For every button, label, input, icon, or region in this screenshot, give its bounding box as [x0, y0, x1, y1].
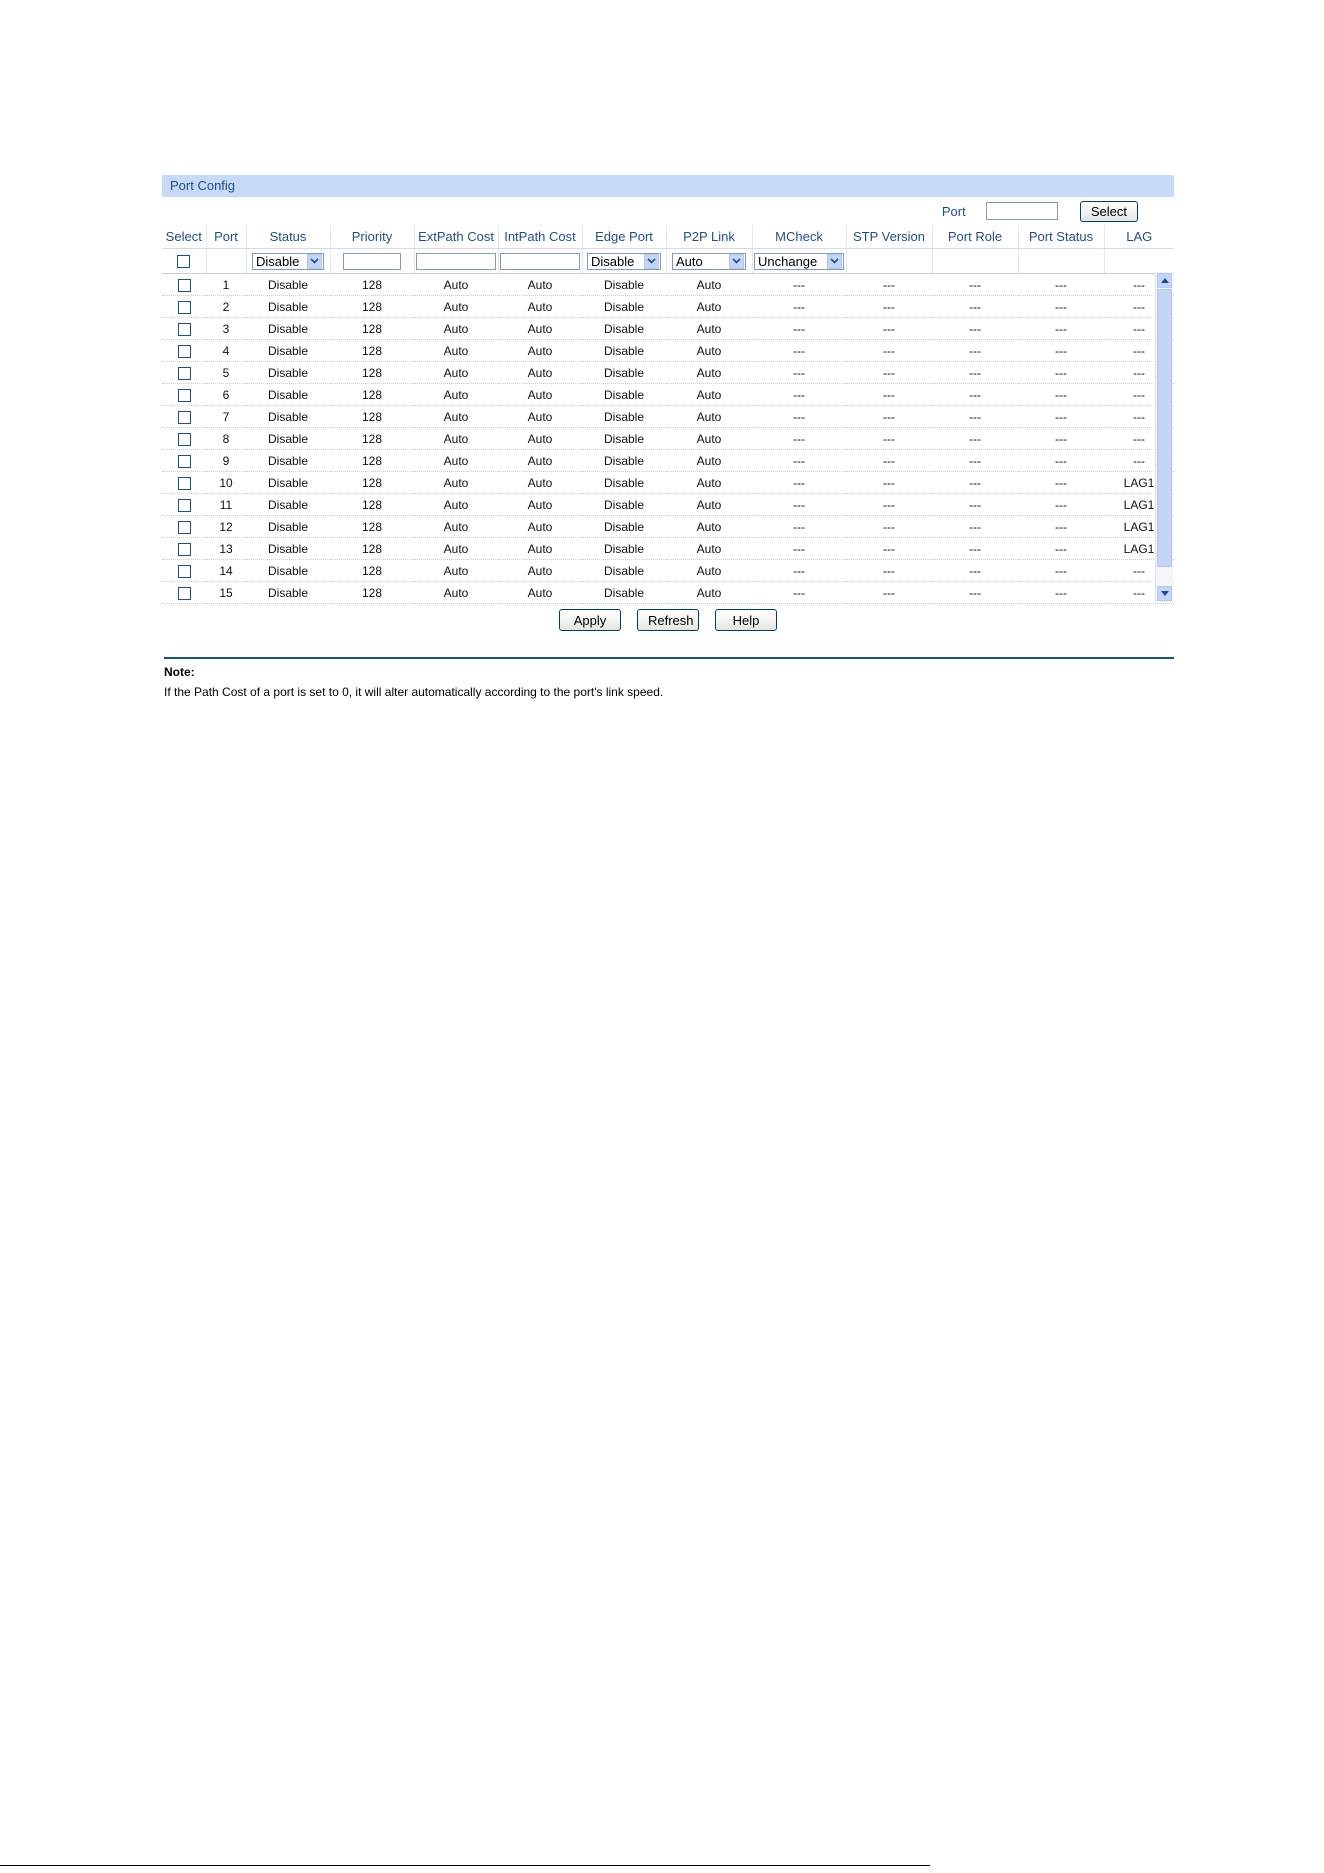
cell-intpath-cost: Auto [498, 538, 582, 560]
cell-lag: --- [1104, 406, 1174, 428]
cell-port-role: --- [932, 384, 1018, 406]
col-port-header: Port [206, 225, 246, 249]
col-port-role-header: Port Role [932, 225, 1018, 249]
cell-priority: 128 [330, 428, 414, 450]
table-row [162, 494, 1174, 516]
cell-status: Disable [246, 362, 330, 384]
cell-extpath-cost: Auto [414, 538, 498, 560]
action-buttons [162, 609, 1174, 631]
cell-port-status: --- [1018, 384, 1104, 406]
row-select-checkbox[interactable] [178, 543, 191, 556]
cell-port: 14 [206, 560, 246, 582]
col-p2p-link-header: P2P Link [666, 225, 752, 249]
cell-intpath-cost: Auto [498, 560, 582, 582]
cell-stp-version: --- [846, 428, 932, 450]
cell-priority: 128 [330, 406, 414, 428]
page-footer-rule [0, 1865, 930, 1866]
cell-priority: 128 [330, 362, 414, 384]
chevron-down-icon [827, 254, 842, 269]
cell-edge-port: Disable [582, 428, 666, 450]
cell-mcheck: --- [752, 384, 846, 406]
cell-mcheck: --- [752, 274, 846, 296]
table-row [162, 274, 1174, 296]
cell-port: 7 [206, 406, 246, 428]
port-search-bar [942, 199, 1138, 223]
port-search-label: Port [941, 203, 966, 219]
cell-port: 3 [206, 318, 246, 340]
chevron-down-icon [307, 254, 322, 269]
table-row [162, 582, 1174, 604]
cell-lag: --- [1104, 274, 1174, 296]
cell-stp-version: --- [846, 582, 932, 604]
cell-priority: 128 [330, 472, 414, 494]
cell-mcheck: --- [752, 538, 846, 560]
cell-port: 15 [206, 582, 246, 604]
chevron-down-icon [644, 254, 659, 269]
table-header [162, 225, 1174, 249]
cell-stp-version: --- [846, 340, 932, 362]
table-row [162, 362, 1174, 384]
cell-lag: --- [1104, 384, 1174, 406]
apply-button[interactable]: Apply [559, 609, 621, 631]
arrow-up-icon [1161, 278, 1169, 283]
cell-priority: 128 [330, 296, 414, 318]
cell-lag: --- [1104, 296, 1174, 318]
row-select-checkbox[interactable] [178, 477, 191, 490]
cell-intpath-cost: Auto [498, 582, 582, 604]
col-select-header: Select [162, 225, 206, 249]
cell-port: 13 [206, 538, 246, 560]
cell-priority: 128 [330, 340, 414, 362]
panel-title: Port Config [162, 175, 1174, 197]
cell-port-role: --- [932, 340, 1018, 362]
row-select-checkbox[interactable] [178, 389, 191, 402]
cell-port: 6 [206, 384, 246, 406]
cell-intpath-cost: Auto [498, 516, 582, 538]
cell-lag: --- [1104, 450, 1174, 472]
cell-edge-port: Disable [582, 340, 666, 362]
cell-port-role: --- [932, 406, 1018, 428]
cell-port-status: --- [1018, 362, 1104, 384]
cell-port-status: --- [1018, 472, 1104, 494]
cell-extpath-cost: Auto [414, 450, 498, 472]
col-priority-header: Priority [330, 225, 414, 249]
cell-edge-port: Disable [582, 362, 666, 384]
cell-extpath-cost: Auto [414, 516, 498, 538]
cell-status: Disable [246, 384, 330, 406]
cell-priority: 128 [330, 516, 414, 538]
cell-priority: 128 [330, 582, 414, 604]
cell-port: 12 [206, 516, 246, 538]
cell-stp-version: --- [846, 406, 932, 428]
cell-status: Disable [246, 340, 330, 362]
cell-priority: 128 [330, 538, 414, 560]
cell-extpath-cost: Auto [414, 560, 498, 582]
cell-lag: --- [1104, 428, 1174, 450]
scroll-down-button[interactable] [1157, 586, 1172, 601]
cell-port: 4 [206, 340, 246, 362]
cell-p2p-link: Auto [666, 362, 752, 384]
cell-p2p-link: Auto [666, 428, 752, 450]
row-select-checkbox[interactable] [178, 587, 191, 600]
cell-p2p-link: Auto [666, 560, 752, 582]
cell-edge-port: Disable [582, 472, 666, 494]
cell-priority: 128 [330, 274, 414, 296]
table-row [162, 340, 1174, 362]
note-section [164, 657, 1174, 699]
table-row [162, 406, 1174, 428]
cell-mcheck: --- [752, 362, 846, 384]
cell-port-role: --- [932, 428, 1018, 450]
cell-port-role: --- [932, 472, 1018, 494]
col-edge-port-header: Edge Port [582, 225, 666, 249]
cell-p2p-link: Auto [666, 450, 752, 472]
cell-port-status: --- [1018, 538, 1104, 560]
cell-p2p-link: Auto [666, 318, 752, 340]
port-search-input[interactable] [986, 202, 1058, 220]
cell-stp-version: --- [846, 362, 932, 384]
p2p-link-select[interactable] [672, 253, 746, 270]
cell-port-status: --- [1018, 450, 1104, 472]
cell-stp-version: --- [846, 560, 932, 582]
cell-intpath-cost: Auto [498, 494, 582, 516]
table-row [162, 560, 1174, 582]
row-select-checkbox[interactable] [178, 323, 191, 336]
cell-lag: --- [1104, 582, 1174, 604]
p2p-link-select-value: Auto [676, 253, 703, 269]
port-rows [162, 274, 1174, 604]
cell-status: Disable [246, 538, 330, 560]
cell-intpath-cost: Auto [498, 450, 582, 472]
cell-lag: LAG1 [1104, 538, 1174, 560]
row-select-checkbox[interactable] [178, 411, 191, 424]
cell-port-role: --- [932, 318, 1018, 340]
table-row [162, 384, 1174, 406]
cell-intpath-cost: Auto [498, 428, 582, 450]
cell-extpath-cost: Auto [414, 384, 498, 406]
cell-port-status: --- [1018, 318, 1104, 340]
cell-port-role: --- [932, 538, 1018, 560]
cell-priority: 128 [330, 450, 414, 472]
cell-port-role: --- [932, 362, 1018, 384]
cell-stp-version: --- [846, 494, 932, 516]
row-select-checkbox[interactable] [178, 455, 191, 468]
cell-intpath-cost: Auto [498, 318, 582, 340]
cell-stp-version: --- [846, 274, 932, 296]
cell-stp-version: --- [846, 318, 932, 340]
cell-stp-version: --- [846, 538, 932, 560]
extpath-cost-input[interactable] [416, 253, 496, 270]
cell-p2p-link: Auto [666, 274, 752, 296]
cell-port: 2 [206, 296, 246, 318]
mcheck-select-value: Unchange [758, 253, 818, 269]
table-row [162, 296, 1174, 318]
cell-port: 5 [206, 362, 246, 384]
cell-port: 9 [206, 450, 246, 472]
edge-port-select[interactable] [587, 253, 661, 270]
col-mcheck-header: MCheck [752, 225, 846, 249]
col-status-header: Status [246, 225, 330, 249]
cell-stp-version: --- [846, 296, 932, 318]
cell-port-status: --- [1018, 428, 1104, 450]
cell-extpath-cost: Auto [414, 296, 498, 318]
cell-edge-port: Disable [582, 560, 666, 582]
cell-port-role: --- [932, 296, 1018, 318]
col-port-status-header: Port Status [1018, 225, 1104, 249]
cell-mcheck: --- [752, 450, 846, 472]
status-select-value: Disable [256, 253, 300, 269]
cell-status: Disable [246, 428, 330, 450]
cell-port-status: --- [1018, 560, 1104, 582]
cell-stp-version: --- [846, 516, 932, 538]
select-port-button[interactable]: Select [1080, 201, 1138, 222]
table-scrollbar[interactable] [1155, 272, 1173, 602]
cell-port: 8 [206, 428, 246, 450]
help-button[interactable]: Help [715, 609, 777, 631]
table-row [162, 318, 1174, 340]
cell-port-status: --- [1018, 296, 1104, 318]
cell-status: Disable [246, 450, 330, 472]
cell-priority: 128 [330, 384, 414, 406]
cell-intpath-cost: Auto [498, 296, 582, 318]
row-select-checkbox[interactable] [178, 279, 191, 292]
cell-p2p-link: Auto [666, 472, 752, 494]
cell-port-role: --- [932, 494, 1018, 516]
cell-port: 11 [206, 494, 246, 516]
intpath-cost-input[interactable] [500, 253, 580, 270]
table-row [162, 516, 1174, 538]
cell-p2p-link: Auto [666, 494, 752, 516]
cell-mcheck: --- [752, 340, 846, 362]
cell-intpath-cost: Auto [498, 274, 582, 296]
cell-priority: 128 [330, 560, 414, 582]
cell-port: 1 [206, 274, 246, 296]
table-row [162, 538, 1174, 560]
cell-p2p-link: Auto [666, 582, 752, 604]
note-heading: Note: [164, 665, 195, 679]
cell-intpath-cost: Auto [498, 340, 582, 362]
cell-extpath-cost: Auto [414, 340, 498, 362]
cell-edge-port: Disable [582, 296, 666, 318]
cell-status: Disable [246, 296, 330, 318]
cell-edge-port: Disable [582, 318, 666, 340]
mcheck-select[interactable] [754, 253, 844, 270]
row-select-checkbox[interactable] [178, 499, 191, 512]
cell-port-role: --- [932, 560, 1018, 582]
cell-mcheck: --- [752, 406, 846, 428]
cell-port-role: --- [932, 450, 1018, 472]
cell-lag: --- [1104, 560, 1174, 582]
cell-port-status: --- [1018, 274, 1104, 296]
cell-extpath-cost: Auto [414, 362, 498, 384]
port-config-panel [162, 175, 1174, 640]
cell-p2p-link: Auto [666, 406, 752, 428]
cell-priority: 128 [330, 494, 414, 516]
cell-extpath-cost: Auto [414, 494, 498, 516]
cell-p2p-link: Auto [666, 538, 752, 560]
cell-mcheck: --- [752, 428, 846, 450]
cell-intpath-cost: Auto [498, 362, 582, 384]
cell-mcheck: --- [752, 472, 846, 494]
cell-port-role: --- [932, 274, 1018, 296]
cell-edge-port: Disable [582, 406, 666, 428]
table-row [162, 472, 1174, 494]
batch-edit-row [162, 249, 1174, 274]
cell-p2p-link: Auto [666, 516, 752, 538]
row-select-checkbox[interactable] [178, 367, 191, 380]
cell-stp-version: --- [846, 384, 932, 406]
col-lag-header: LAG [1104, 225, 1174, 249]
cell-extpath-cost: Auto [414, 472, 498, 494]
cell-port-status: --- [1018, 516, 1104, 538]
cell-port-status: --- [1018, 406, 1104, 428]
scroll-thumb[interactable] [1157, 289, 1172, 567]
cell-port-status: --- [1018, 494, 1104, 516]
cell-extpath-cost: Auto [414, 582, 498, 604]
cell-status: Disable [246, 472, 330, 494]
cell-extpath-cost: Auto [414, 274, 498, 296]
row-select-checkbox[interactable] [178, 345, 191, 358]
cell-p2p-link: Auto [666, 296, 752, 318]
cell-status: Disable [246, 582, 330, 604]
cell-lag: --- [1104, 362, 1174, 384]
col-intpath-cost-header: IntPath Cost [498, 225, 582, 249]
cell-mcheck: --- [752, 494, 846, 516]
cell-lag: LAG1 [1104, 494, 1174, 516]
cell-port-role: --- [932, 516, 1018, 538]
refresh-button[interactable]: Refresh [637, 609, 699, 631]
cell-intpath-cost: Auto [498, 384, 582, 406]
cell-edge-port: Disable [582, 582, 666, 604]
cell-p2p-link: Auto [666, 340, 752, 362]
row-select-checkbox[interactable] [178, 521, 191, 534]
cell-intpath-cost: Auto [498, 472, 582, 494]
cell-lag: --- [1104, 340, 1174, 362]
cell-mcheck: --- [752, 318, 846, 340]
cell-stp-version: --- [846, 450, 932, 472]
select-all-checkbox[interactable] [177, 255, 190, 268]
cell-mcheck: --- [752, 516, 846, 538]
note-text: If the Path Cost of a port is set to 0, it will alter automatically according to the port's link speed. [164, 685, 664, 699]
cell-edge-port: Disable [582, 538, 666, 560]
cell-extpath-cost: Auto [414, 318, 498, 340]
cell-priority: 128 [330, 318, 414, 340]
port-config-table [162, 225, 1174, 604]
cell-stp-version: --- [846, 472, 932, 494]
cell-lag: LAG1 [1104, 516, 1174, 538]
row-select-checkbox[interactable] [178, 565, 191, 578]
cell-mcheck: --- [752, 582, 846, 604]
table-row [162, 450, 1174, 472]
cell-p2p-link: Auto [666, 384, 752, 406]
scroll-up-button[interactable] [1157, 273, 1172, 288]
cell-edge-port: Disable [582, 450, 666, 472]
cell-edge-port: Disable [582, 274, 666, 296]
cell-intpath-cost: Auto [498, 406, 582, 428]
cell-status: Disable [246, 516, 330, 538]
cell-status: Disable [246, 318, 330, 340]
cell-edge-port: Disable [582, 384, 666, 406]
cell-status: Disable [246, 494, 330, 516]
chevron-down-icon [729, 254, 744, 269]
col-stp-version-header: STP Version [846, 225, 932, 249]
cell-port: 10 [206, 472, 246, 494]
cell-extpath-cost: Auto [414, 406, 498, 428]
row-select-checkbox[interactable] [178, 301, 191, 314]
cell-status: Disable [246, 274, 330, 296]
cell-port-status: --- [1018, 582, 1104, 604]
cell-mcheck: --- [752, 560, 846, 582]
edge-port-select-value: Disable [591, 253, 635, 269]
cell-mcheck: --- [752, 296, 846, 318]
cell-lag: --- [1104, 318, 1174, 340]
cell-edge-port: Disable [582, 494, 666, 516]
cell-status: Disable [246, 406, 330, 428]
table-row [162, 428, 1174, 450]
status-select[interactable] [252, 253, 324, 270]
cell-status: Disable [246, 560, 330, 582]
cell-extpath-cost: Auto [414, 428, 498, 450]
cell-port-role: --- [932, 582, 1018, 604]
cell-port-status: --- [1018, 340, 1104, 362]
cell-lag: LAG1 [1104, 472, 1174, 494]
priority-input[interactable] [343, 253, 401, 270]
cell-edge-port: Disable [582, 516, 666, 538]
col-extpath-cost-header: ExtPath Cost [414, 225, 498, 249]
row-select-checkbox[interactable] [178, 433, 191, 446]
arrow-down-icon [1161, 591, 1169, 596]
